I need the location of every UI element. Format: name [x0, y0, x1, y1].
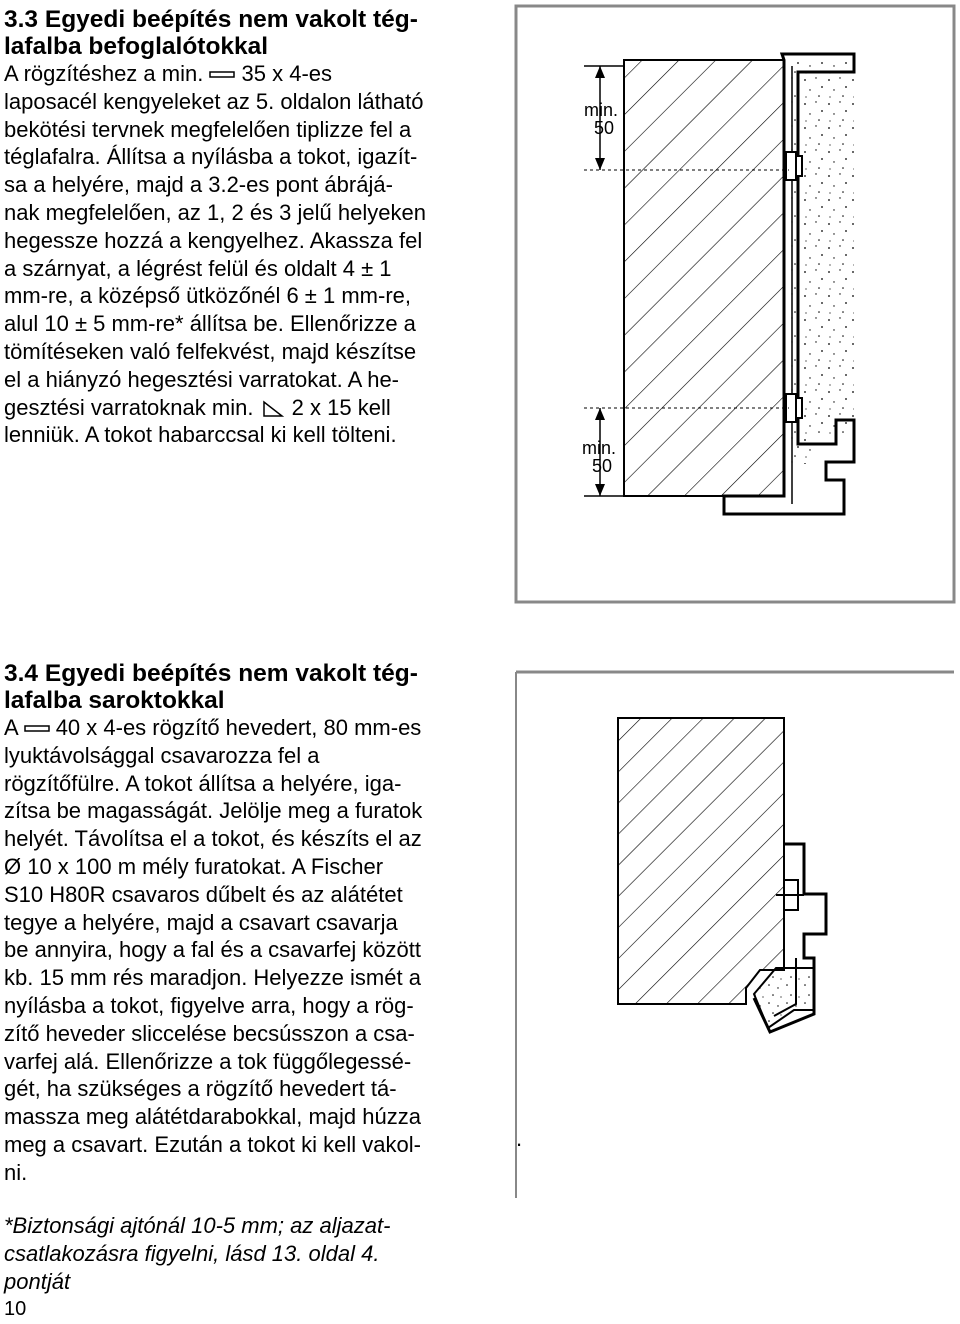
dimension-label-bottom-1: min. [582, 438, 617, 458]
section-3-4 [4, 660, 496, 1187]
body-line: be annyira, hogy a fal és a csavarfej között [4, 937, 422, 963]
body-line: varfej alá. Ellenőrizze a tok függőlegessé- [4, 1048, 412, 1074]
body-line: alul 10 ± 5 mm-re* állítsa be. Ellenőrizze a [4, 311, 416, 337]
body-line: nak megfelelően, az 1, 2 és 3 jelű helyeken [4, 199, 426, 225]
body-line: laposacél kengyeleket az 5. oldalon látható [4, 88, 424, 114]
body-line: zítsa be magasságát. Jelölje meg a furatok [4, 798, 423, 824]
body-line: el a hiányzó hegesztési varratokat. A he- [4, 366, 400, 392]
body-line: tömítéseken való felfekvést, majd készítse [4, 338, 417, 364]
anchor-bolt-upper [786, 152, 802, 180]
body-line: meg a csavart. Ezután a tokot ki kell vakol- [4, 1131, 421, 1157]
body-line: zítő heveder sliccelése becsússzon a csa- [4, 1020, 415, 1046]
body-line: sa a helyére, majd a 3.2-es pont ábrájá- [4, 172, 393, 198]
frame-detail-figure-1 [514, 4, 956, 604]
body-line: ni. [4, 1159, 28, 1185]
page-number: 10 [4, 1298, 27, 1320]
body-line: lyuktávolsággal csavarozza fel a [4, 742, 320, 768]
section-3-3-heading: 3.3 Egyedi beépítés nem vakolt tég- lafalba befoglalótokkal [4, 6, 418, 60]
frame-detail-figure-2 [514, 658, 956, 1203]
body-line: rögzítőfülre. A tokot állítsa a helyére, iga- [4, 770, 402, 796]
fillet-weld-icon [260, 400, 286, 418]
body-line: a szárnyat, a légrést felül és oldalt 4 ± 1 [4, 255, 392, 281]
section-3-4-body [4, 714, 496, 1187]
brick-wall-hatch-corner [618, 718, 784, 1004]
body-line: A 40 x 4-es rögzítő hevedert, 80 mm-es [4, 715, 422, 740]
dimension-label-top-2: 50 [594, 118, 615, 138]
body-line: bekötési tervnek megfelelően tiplizze fel a [4, 116, 412, 142]
body-line: kb. 15 mm rés maradjon. Helyezze ismét a [4, 965, 421, 991]
body-line: helyét. Távolítsa el a tokot, és készíts el az [4, 826, 422, 852]
body-line: S10 H80R csavaros dűbelt és az alátétet [4, 881, 403, 907]
body-line: gesztési varratoknak min. 2 x 15 kell [4, 394, 391, 420]
dimension-label-top-1: min. [584, 100, 619, 120]
body-line: nyílásba a tokot, figyelve arra, hogy a rög- [4, 992, 414, 1018]
brick-wall-hatch [624, 60, 784, 496]
body-line: massza meg alátétdarabokkal, majd húzza [4, 1104, 421, 1130]
body-line: gét, ha szükséges a rögzítő hevedert tá- [4, 1076, 397, 1102]
flat-bar-icon [24, 723, 50, 735]
flat-bar-icon [209, 69, 235, 81]
body-line: téglafalra. Állítsa a nyílásba a tokot, igazít- [4, 144, 418, 170]
section-3-4-heading: 3.4 Egyedi beépítés nem vakolt tég- lafalba saroktokkal [4, 660, 418, 714]
footnote: *Biztonsági ajtónál 10-5 mm; az aljazat- csatlakozásra figyelni, lásd 13. oldal 4. pontját [4, 1213, 391, 1294]
body-line: hegessze hozzá a kengyelhez. Akassza fel [4, 227, 423, 253]
body-line: Ø 10 x 100 m mély furatokat. A Fischer [4, 853, 384, 879]
body-line: lenniük. A tokot habarccsal ki kell tölteni. [4, 422, 397, 448]
figure-2-mark: . [516, 1126, 523, 1151]
body-line: tegye a helyére, majd a csavart csavarja [4, 909, 398, 935]
section-3-3 [4, 6, 496, 449]
body-line: mm-re, a középső ütközőnél 6 ± 1 mm-re, [4, 283, 411, 309]
body-line: A rögzítéshez a min. 35 x 4-es [4, 61, 333, 86]
dimension-label-bottom-2: 50 [592, 456, 613, 476]
section-3-3-body [4, 60, 496, 449]
